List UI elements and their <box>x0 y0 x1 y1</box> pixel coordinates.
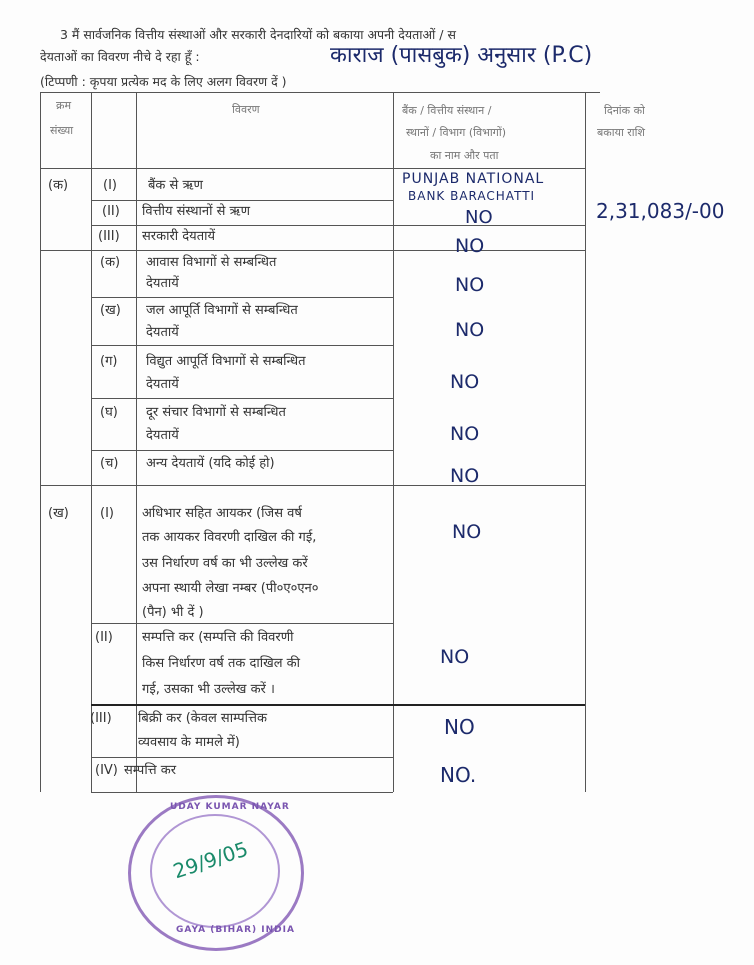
bank-no: NO <box>450 423 480 445</box>
bank-no: NO <box>465 207 493 228</box>
row-sep <box>91 450 393 451</box>
row-sub: (III) <box>98 229 120 244</box>
bank-no: NO <box>450 371 480 393</box>
row-sep <box>40 485 585 486</box>
row-sep <box>91 704 585 706</box>
bank-no: NO <box>455 235 485 257</box>
row-desc: बैंक से ऋण <box>148 178 203 193</box>
row-desc: (पैन) भी दें ) <box>142 605 204 620</box>
row-sep <box>91 757 393 758</box>
row-sub: (ग) <box>100 354 118 369</box>
bank-no: NO <box>455 319 485 341</box>
amount-handwritten: 2,31,083/-00 <box>596 199 725 223</box>
bank-no: NO. <box>440 763 477 787</box>
row-desc: किस निर्धारण वर्ष तक दाखिल की <box>142 656 301 671</box>
header-bank-3: का नाम और पता <box>430 149 499 162</box>
row-desc: उस निर्धारण वर्ष का भी उल्लेख करें <box>142 556 308 571</box>
row-desc: दूर संचार विभागों से सम्बन्धित <box>146 405 286 420</box>
row-desc: विद्युत आपूर्ति विभागों से सम्बन्धित <box>146 354 306 369</box>
header-bottom-line <box>40 168 585 169</box>
row-sep <box>91 200 393 201</box>
row-desc: सम्पत्ति कर <box>124 763 177 778</box>
row-desc: व्यवसाय के मामले में) <box>138 735 240 750</box>
row-desc: अपना स्थायी लेखा नम्बर (पी०ए०एन० <box>142 581 319 596</box>
bank-name-line-2: BANK BARACHATTI <box>408 189 536 203</box>
intro-line-3: (टिप्पणी : कृपया प्रत्येक मद के लिए अलग विवरण दें ) <box>40 74 287 89</box>
table-top-line <box>40 92 600 93</box>
col-line-1 <box>91 92 92 792</box>
row-sep <box>91 398 393 399</box>
row-sub: (च) <box>100 456 119 471</box>
col-line-3 <box>393 92 394 792</box>
row-sec-ka: (क) <box>48 178 69 193</box>
row-desc: अधिभार सहित आयकर (जिस वर्ष <box>142 506 302 521</box>
bank-no: NO <box>440 646 470 668</box>
row-sec-kha: (ख) <box>48 506 69 521</box>
row-desc: तक आयकर विवरणी दाखिल की गई, <box>142 530 317 545</box>
row-sub: (ख) <box>100 303 121 318</box>
row-sub: (घ) <box>100 405 118 420</box>
seal-bottom-text: GAYA (BIHAR) INDIA <box>176 925 295 935</box>
header-sno-1: क्रम <box>56 99 72 112</box>
row-sub: (I) <box>100 506 114 521</box>
bank-name-line-1: PUNJAB NATIONAL <box>402 171 545 187</box>
row-desc: देयतायें <box>146 377 179 392</box>
row-desc: सरकारी देयतायें <box>142 229 216 244</box>
row-desc: गई, उसका भी उल्लेख करें । <box>142 682 275 697</box>
header-bank-1: बैंक / वित्तीय संस्थान / <box>402 104 492 117</box>
header-sno-2: संख्या <box>50 124 74 137</box>
header-date-1: दिनांक को <box>604 104 645 117</box>
row-desc: आवास विभागों से सम्बन्धित <box>146 255 277 270</box>
row-desc: देयतायें <box>146 276 179 291</box>
row-sub: (I) <box>103 178 117 193</box>
header-desc: विवरण <box>232 103 260 116</box>
bank-no: NO <box>455 274 485 296</box>
header-bank-2: स्थानों / विभाग (विभागों) <box>406 126 506 139</box>
row-desc: देयतायें <box>146 325 179 340</box>
row-sep <box>91 225 585 226</box>
row-desc: अन्य देयतायें (यदि कोई हो) <box>146 456 275 471</box>
header-date-2: बकाया राशि <box>597 126 645 139</box>
row-desc: बिक्री कर (केवल साम्पत्तिक <box>138 711 267 726</box>
bank-no: NO <box>452 521 482 543</box>
row-sub: (क) <box>100 255 121 270</box>
row-sep <box>91 345 393 346</box>
seal-top-text: UDAY KUMAR NAYAR <box>170 802 290 812</box>
intro-line-1: 3 मैं सार्वजनिक वित्तीय संस्थाओं और सरकारी देनदारियों को बकाया अपनी देयताओं / स <box>60 27 456 42</box>
row-desc: जल आपूर्ति विभागों से सम्बन्धित <box>146 303 298 318</box>
row-sep <box>40 250 585 251</box>
row-desc: देयतायें <box>146 428 179 443</box>
intro-handwritten: काराज (पासबुक) अनुसार (P.C) <box>330 43 593 68</box>
row-sub: (IV) <box>95 763 118 778</box>
row-desc: सम्पत्ति कर (सम्पत्ति की विवरणी <box>142 630 294 645</box>
bank-no: NO <box>450 465 480 487</box>
col-line-2 <box>136 92 137 792</box>
signature-date: 29/9/05 <box>170 836 251 884</box>
row-sep <box>91 623 393 624</box>
row-sub: (II) <box>102 204 120 219</box>
bank-no: NO <box>444 715 475 739</box>
col-line-4 <box>585 92 586 792</box>
row-sub: (II) <box>95 630 113 645</box>
row-sep <box>91 792 393 793</box>
row-sub: (III) <box>90 711 112 726</box>
table-left-line <box>40 92 41 792</box>
intro-line-2: देयताओं का विवरण नीचे दे रहा हूँ : <box>40 49 200 64</box>
row-desc: वित्तीय संस्थानों से ऋण <box>142 204 250 219</box>
row-sep <box>91 297 393 298</box>
